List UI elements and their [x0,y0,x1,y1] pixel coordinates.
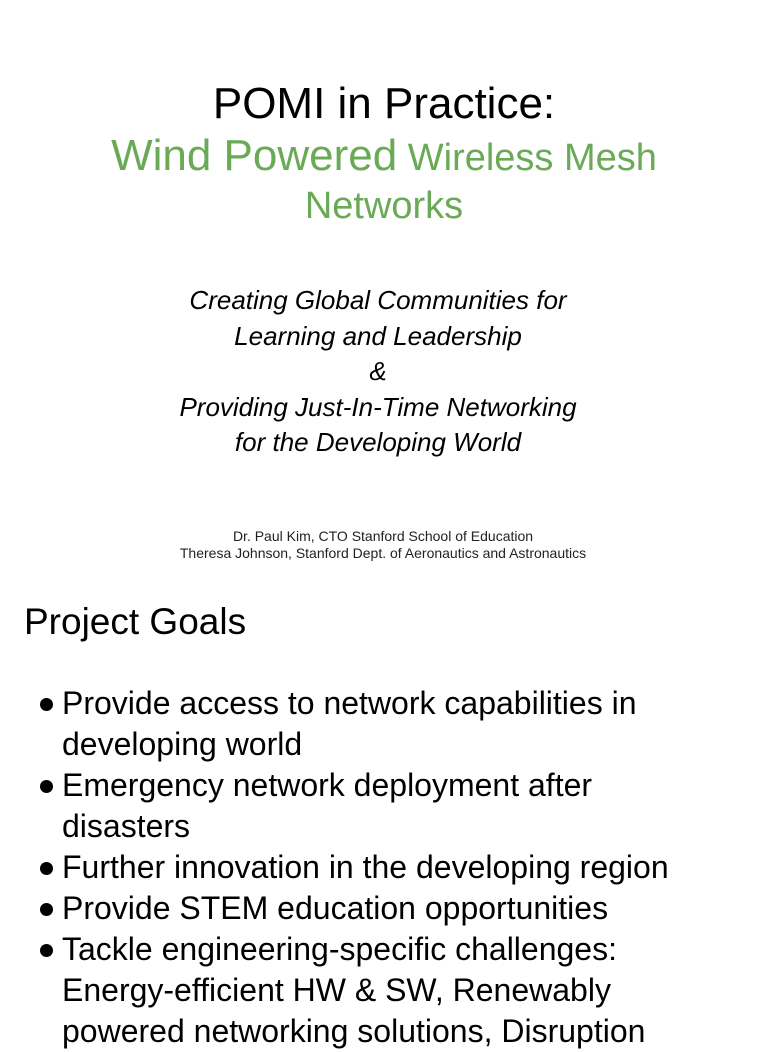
bullet-icon [40,780,53,793]
tagline-line: & [369,356,387,386]
goal-item [38,847,768,888]
goal-text: Further innovation in the developing region [62,849,669,885]
bullet-icon [40,944,53,957]
goal-text: Energy-efficient HW & SW, Renewably [62,972,611,1008]
tagline-line: for the Developing World [234,427,522,457]
goals-slide [0,590,768,1049]
goal-text: disasters [62,808,191,844]
slide-title: POMI in Practice: [212,79,556,128]
tagline-line: Learning and Leadership [234,320,522,351]
bullet-icon [40,698,53,711]
goals-list [38,683,768,1052]
slide-subtitle-line2: Networks [304,185,464,227]
goal-item [38,765,768,847]
bullet-icon [40,862,53,875]
author-credits [0,528,766,562]
tagline-line: Creating Global Communities for [189,285,567,315]
tagline [0,283,756,461]
subtitle-wireless-mesh: Wireless Mesh [397,137,657,179]
goal-text: developing world [62,726,303,762]
goal-text: Tackle engineering-specific challenges: [62,931,617,967]
goal-text: Provide STEM education opportunities [62,890,609,926]
bullet-icon [40,903,53,916]
goal-item [38,683,768,765]
goal-text: powered networking solutions, Disruption [62,1013,646,1049]
goal-text: Emergency network deployment after [62,767,593,803]
author-line: Theresa Johnson, Stanford Dept. of Aeronautics and Astronautics [179,545,587,561]
subtitle-wind-powered: Wind Powered [111,131,398,180]
author-line: Dr. Paul Kim, CTO Stanford School of Education [232,528,534,544]
goal-text: Provide access to network capabilities in [62,685,637,721]
goals-heading: Project Goals [24,601,247,642]
goal-item [38,929,768,1052]
tagline-line: Providing Just-In-Time Networking [179,391,577,422]
goal-item [38,888,768,929]
